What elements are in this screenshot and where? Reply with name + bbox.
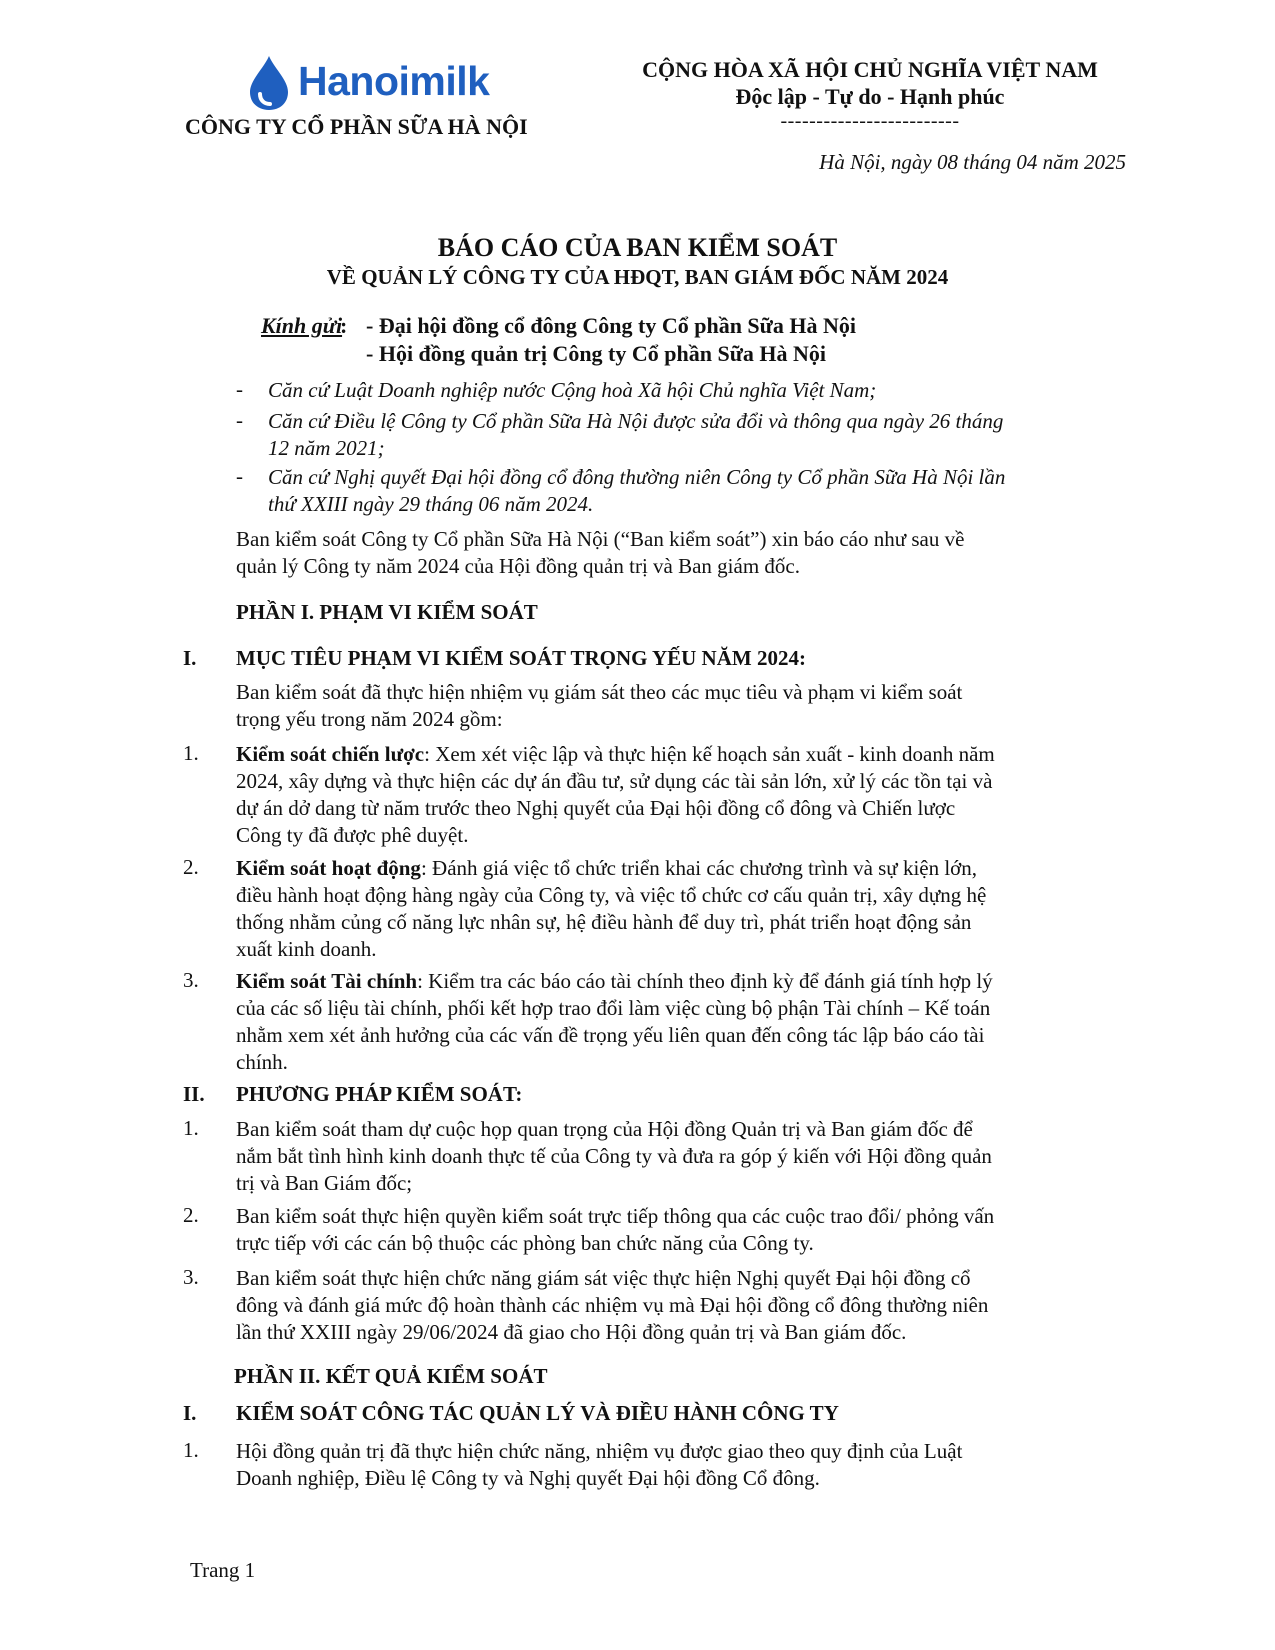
base-dash: - (236, 464, 243, 488)
list-item (236, 1265, 1056, 1346)
item-number: 1. (183, 741, 199, 765)
para-line: Ban kiểm soát thực hiện chức năng giám sát việc thực hiện Nghị quyết Đại hội đồng cổ (236, 1266, 971, 1290)
para-line: chính. (236, 1050, 288, 1074)
section-title: MỤC TIÊU PHẠM VI KIỂM SOÁT TRỌNG YẾU NĂM 2024: (236, 646, 806, 670)
para-line: Hội đồng quản trị đã thực hiện chức năng, nhiệm vụ được giao theo quy định của Luật (236, 1439, 963, 1463)
para-line: thống nhằm củng cố năng lực nhân sự, hệ điều hành để duy trì, phát triển hoạt động sản (236, 910, 972, 934)
company-logo (246, 54, 506, 114)
section-title: KIỂM SOÁT CÔNG TÁC QUẢN LÝ VÀ ĐIỀU HÀNH CÔNG TY (236, 1401, 839, 1425)
item-heading: Kiểm soát chiến lược (236, 742, 425, 766)
report-subtitle: VỀ QUẢN LÝ CÔNG TY CỦA HĐQT, BAN GIÁM ĐỐC NĂM 2024 (326, 265, 949, 289)
document-date: Hà Nội, ngày 08 tháng 04 năm 2025 (819, 150, 1126, 174)
para-line: trực tiếp với các cán bộ thuộc các phòng ban chức năng của Công ty. (236, 1231, 814, 1255)
item-number: 3. (183, 968, 199, 992)
national-motto: Độc lập - Tự do - Hạnh phúc (735, 84, 1005, 109)
base-line: 12 năm 2021; (268, 436, 385, 460)
base-dash: - (236, 408, 243, 432)
section-number: I. (183, 1401, 197, 1425)
para-line: Công ty đã được phê duyệt. (236, 823, 469, 847)
list-item (236, 855, 1056, 963)
base-line: Căn cứ Luật Doanh nghiệp nước Cộng hoà Xã hội Chủ nghĩa Việt Nam; (268, 378, 877, 402)
base-line: thứ XXIII ngày 29 tháng 06 năm 2024. (268, 492, 594, 516)
para-line: nhằm xem xét ảnh hưởng của các vấn đề trọng yếu liên quan đến công tác lập báo cáo tài (236, 1023, 985, 1047)
report-title: BÁO CÁO CỦA BAN KIỂM SOÁT (437, 233, 838, 262)
motto-separator: ------------------------- (780, 110, 960, 132)
para-line: Ban kiểm soát tham dự cuộc họp quan trọng của Hội đồng Quản trị và Ban giám đốc để (236, 1117, 973, 1141)
para-line: : Kiểm tra các báo cáo tài chính theo định kỳ để đánh giá tính hợp lý (417, 969, 993, 993)
legal-base-item (268, 464, 1088, 518)
item-heading: Kiểm soát hoạt động (236, 856, 421, 880)
legal-base-item (268, 408, 1088, 462)
part-2-title: PHẦN II. KẾT QUẢ KIỂM SOÁT (234, 1364, 548, 1388)
list-item (236, 741, 1056, 849)
recipient-item: - Hội đồng quản trị Công ty Cổ phần Sữa Hà Nội (366, 341, 827, 366)
recipient-item: - Đại hội đồng cổ đông Công ty Cổ phần Sữa Hà Nội (366, 313, 856, 338)
part-1-title: PHẦN I. PHẠM VI KIỂM SOÁT (236, 600, 538, 624)
para-line: 2024, xây dựng và thực hiện các dự án đầu tư, sử dụng các tài sản lớn, xử lý các tồn tại và (236, 769, 993, 793)
recipient-label: Kính gửi (261, 313, 343, 338)
section-number: I. (183, 646, 197, 670)
item-number: 1. (183, 1438, 199, 1462)
item-number: 1. (183, 1116, 199, 1140)
para-line: lần thứ XXIII ngày 29/06/2024 đã giao cho Hội đồng quản trị và Ban giám đốc. (236, 1320, 907, 1344)
item-heading: Kiểm soát Tài chính (236, 969, 418, 993)
base-line: Căn cứ Nghị quyết Đại hội đồng cổ đông thường niên Công ty Cổ phần Sữa Hà Nội lần (268, 465, 1006, 489)
item-number: 2. (183, 855, 199, 879)
national-title: CỘNG HÒA XÃ HỘI CHỦ NGHĨA VIỆT NAM (642, 57, 1098, 82)
section-number: II. (183, 1082, 205, 1106)
list-item (236, 1116, 1056, 1197)
list-item (236, 1203, 1056, 1257)
para-line: Ban kiểm soát đã thực hiện nhiệm vụ giám sát theo các mục tiêu và phạm vi kiểm soát (236, 680, 963, 704)
para-line: dự án dở dang từ năm trước theo Nghị quyết của Đại hội đồng cổ đông và Chiến lược (236, 796, 956, 820)
list-item (236, 1438, 1056, 1492)
intro-paragraph (236, 526, 1056, 580)
page-number: Trang 1 (190, 1558, 256, 1582)
section-intro (236, 679, 1056, 733)
section-title: PHƯƠNG PHÁP KIỂM SOÁT: (236, 1082, 523, 1106)
para-line: : Đánh giá việc tổ chức triển khai các chương trình và sự kiện lớn, (420, 856, 978, 880)
para-line: Doanh nghiệp, Điều lệ Công ty và Nghị quyết Đại hội đồng Cổ đông. (236, 1466, 820, 1490)
para-line: trị và Ban Giám đốc; (236, 1171, 413, 1195)
para-line: đông và đánh giá mức độ hoàn thành các nhiệm vụ mà Đại hội đồng cổ đông thường niên (236, 1293, 989, 1317)
company-name: CÔNG TY CỔ PHẦN SỮA HÀ NỘI (185, 114, 528, 139)
base-line: Căn cứ Điều lệ Công ty Cổ phần Sữa Hà Nội được sửa đổi và thông qua ngày 26 tháng (268, 409, 1004, 433)
para-line: điều hành hoạt động hàng ngày của Công ty, và việc tổ chức cơ cấu quản trị, xây dựng hệ (236, 883, 987, 907)
para-line: của các số liệu tài chính, phối kết hợp trao đổi làm việc cùng bộ phận Tài chính – Kế toán (236, 996, 991, 1020)
intro-line: quản lý Công ty năm 2024 của Hội đồng quản trị và Ban giám đốc. (236, 554, 800, 578)
item-number: 2. (183, 1203, 199, 1227)
logo-text: Hanoimilk (298, 58, 490, 104)
milk-drop-icon (246, 54, 292, 112)
para-line: trọng yếu trong năm 2024 gồm: (236, 707, 503, 731)
para-line: nắm bắt tình hình kinh doanh thực tế của Công ty và đưa ra góp ý kiến với Hội đồng quản (236, 1144, 992, 1168)
intro-line: Ban kiểm soát Công ty Cổ phần Sữa Hà Nội (“Ban kiểm soát”) xin báo cáo như sau về (236, 527, 965, 551)
para-line: Ban kiểm soát thực hiện quyền kiểm soát trực tiếp thông qua các cuộc trao đổi/ phỏng vấn (236, 1204, 995, 1228)
para-line: xuất kinh doanh. (236, 937, 377, 961)
recipient-colon: : (340, 313, 348, 338)
item-number: 3. (183, 1265, 199, 1289)
base-dash: - (236, 377, 243, 401)
para-line: : Xem xét việc lập và thực hiện kế hoạch sản xuất - kinh doanh năm (424, 742, 995, 766)
legal-base-item (268, 377, 1088, 404)
list-item (236, 968, 1056, 1076)
